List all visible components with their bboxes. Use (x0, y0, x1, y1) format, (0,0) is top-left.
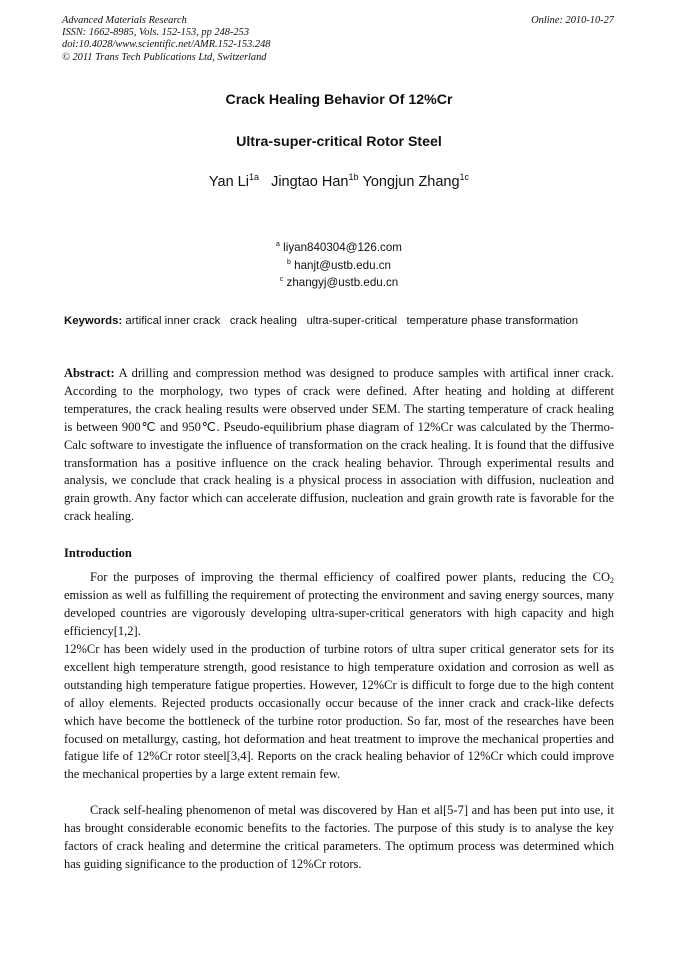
email-address[interactable]: zhangyj@ustb.edu.cn (286, 276, 399, 289)
issn-line: ISSN: 1662-8985, Vols. 152-153, pp 248-253 (62, 27, 250, 39)
author-name: Yan Li (208, 174, 249, 190)
email-mark: a (276, 241, 280, 248)
abstract-section (64, 365, 614, 526)
keywords-section (64, 313, 614, 329)
subscript: 2 (610, 576, 614, 585)
introduction-paragraph-2: 12%Cr has been widely used in the production of turbine rotors of ultra super critical generator sets for its excellent high temperature strength, good resistance to high temperature oxidation and corrosion as well as outstanding high temperature fatigue properties. However, 12%Cr is difficult to forge due to the high content of alloy elements. Rejected products occasionally occur because of the inner crack and crack-like defects which have become the bottleneck of the turbine rotor production. So far, most of the researches have been focused on metallurgy, casting, hot deformation and heat treatment to improve the mechanical properties and fatigue life of 12%Cr rotor steel[3,4]. Reports on the crack healing behavior of 12%Cr which could improve the mechanical properties by a large extent remain few. (64, 642, 614, 782)
keywords-label: Keywords: (64, 315, 123, 327)
author-name: Jingtao Han (271, 174, 349, 190)
email-address[interactable]: liyan840304@126.com (283, 241, 402, 254)
journal-header (62, 15, 614, 64)
introduction-paragraph-1 (64, 569, 614, 641)
email-line (0, 239, 678, 257)
paragraph-text: For the purposes of improving the thermal efficiency of coalfired power plants, reducing the CO (90, 570, 610, 584)
copyright-line: © 2011 Trans Tech Publications Ltd, Switzerland (62, 51, 267, 63)
introduction-heading: Introduction (64, 546, 132, 560)
author-affiliation-mark: 1a (248, 172, 259, 182)
keywords-text: artifical inner crack crack healing ultra-super-critical temperature phase transformation (125, 315, 579, 327)
doi-line[interactable]: doi:10.4028/www.scientific.net/AMR.152-153.248 (62, 39, 271, 51)
paper-title-line-2: Ultra-super-critical Rotor Steel (236, 134, 442, 150)
abstract-text: A drilling and compression method was designed to produce samples with artifical inner crack. According to the morphology, two types of crack were defined. After heating and holding at different temperatures, the crack healing results were observed under SEM. The starting temperature of crack healing is between 900℃ and 950℃. Pseudo-equilibrium phase diagram of 12%Cr was calculated by the Thermo-Calc software to investigate the influence of transformation on the crack healing. It is found that the diffusive transformation has a positive influence on the crack healing behavior. Through experimental results and analysis, we conclude that crack healing is a physical process in association with diffusion, nucleation and grain growth. Any factor which can accelerate diffusion, nucleation and grain growth rate is favorable for the crack healing. (64, 366, 614, 524)
author-name: Yongjun Zhang (362, 174, 460, 190)
email-line (0, 274, 678, 292)
author-affiliation-mark: 1b (348, 172, 359, 182)
author-list (0, 174, 678, 190)
journal-name: Advanced Materials Research (62, 15, 187, 26)
email-mark: c (279, 276, 284, 283)
email-address[interactable]: hanjt@ustb.edu.cn (294, 258, 391, 272)
online-date: Online: 2010-10-27 (531, 15, 614, 26)
author-affiliation-mark: 1c (459, 172, 470, 182)
paragraph-text: emission as well as fulfilling the requirement of protecting the environment and saving energy sources, many developed countries are vigorously developing ultra-super-critical generators with high capacity and high efficiency[1,2]. (64, 587, 614, 638)
email-mark: b (287, 258, 291, 266)
introduction-paragraph-3: Crack self-healing phenomenon of metal was discovered by Han et al[5-7] and has been put into use, it has brought considerable economic benefits to the factories. The purpose of this study is to analyse the key factors of crack healing and determine the critical parameters. The optimum process was determined which has guiding significance to the production of 12%Cr rotors. (64, 803, 614, 871)
abstract-label: Abstract: (64, 366, 115, 380)
email-list (0, 239, 678, 292)
email-line (0, 257, 678, 275)
paper-title-line-1: Crack Healing Behavior Of 12%Cr (225, 92, 453, 108)
